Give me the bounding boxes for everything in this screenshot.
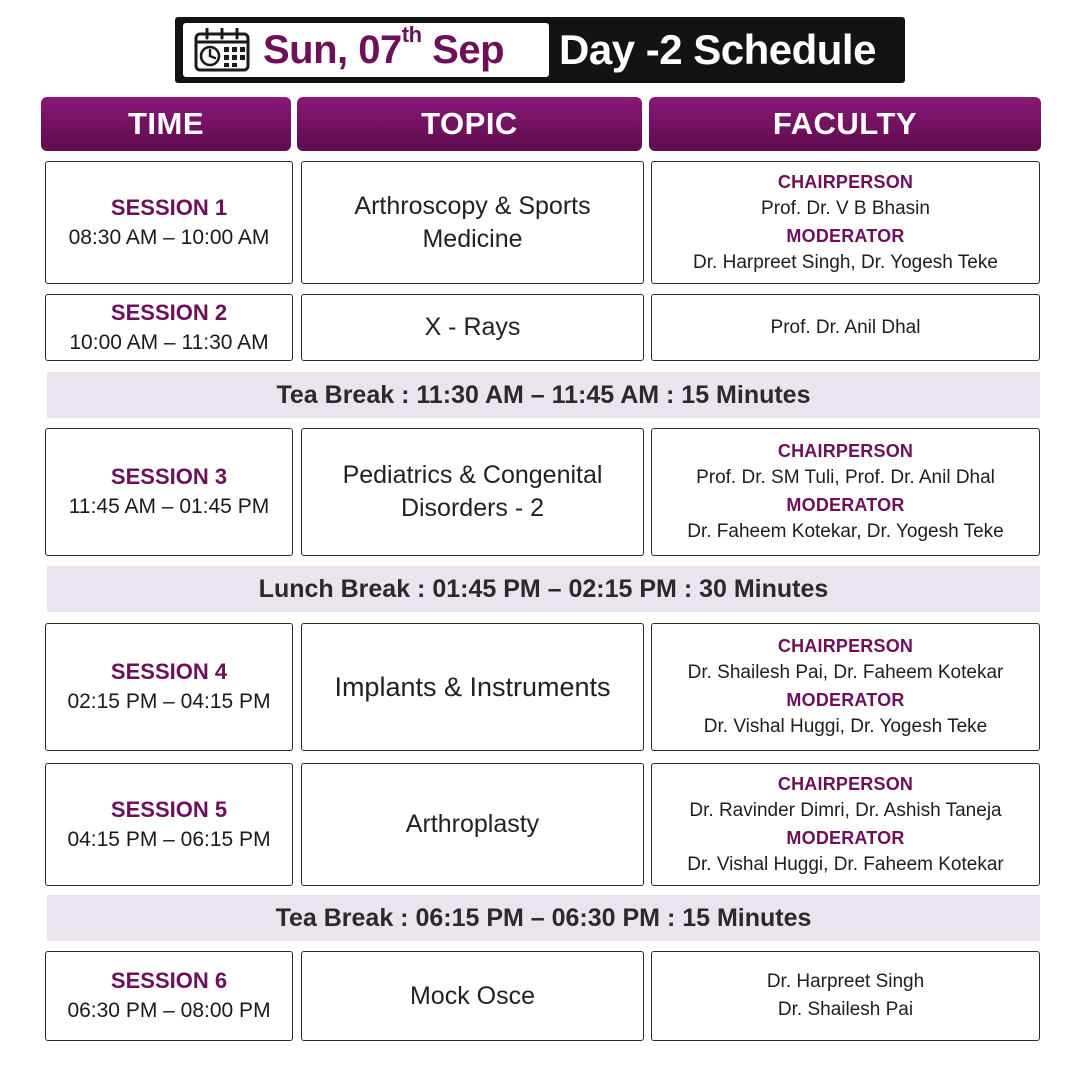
- session-2-time-cell: [45, 294, 293, 361]
- topic-line: Disorders - 2: [400, 494, 545, 522]
- tea-break-banner: Tea Break : 11:30 AM – 11:45 AM : 15 Minutes: [47, 372, 1040, 418]
- session-1-topic-cell: [301, 161, 644, 284]
- topic-line: Pediatrics & Congenital: [342, 461, 603, 489]
- session-time: 02:15 PM – 04:15 PM: [67, 690, 271, 713]
- session-time: 11:45 AM – 01:45 PM: [68, 495, 270, 518]
- faculty-names: Dr. Shailesh Pai: [777, 999, 914, 1020]
- tea-break-banner: Tea Break : 06:15 PM – 06:30 PM : 15 Minutes: [47, 895, 1040, 941]
- moderator-names: Dr. Faheem Kotekar, Dr. Yogesh Teke: [687, 521, 1004, 542]
- session-label: SESSION 1: [110, 194, 228, 220]
- lunch-break-banner: Lunch Break : 01:45 PM – 02:15 PM : 30 Minutes: [47, 566, 1040, 612]
- faculty-names: Prof. Dr. Anil Dhal: [770, 316, 921, 338]
- calendar-clock-icon: [193, 27, 251, 73]
- chairperson-names: Prof. Dr. SM Tuli, Prof. Dr. Anil Dhal: [696, 467, 995, 488]
- topic-line: Arthroplasty: [405, 810, 540, 838]
- session-6-time-cell: [45, 951, 293, 1041]
- session-2-topic-cell: [301, 294, 644, 361]
- session-time: 06:30 PM – 08:00 PM: [67, 999, 271, 1022]
- session-label: SESSION 6: [110, 968, 228, 993]
- session-5-faculty-cell: [651, 763, 1040, 886]
- chairperson-label: CHAIRPERSON: [777, 441, 914, 461]
- session-4-faculty-cell: [651, 623, 1040, 751]
- topic-line: Medicine: [422, 224, 523, 253]
- header-topic: TOPIC: [297, 97, 642, 151]
- chairperson-names: Dr. Shailesh Pai, Dr. Faheem Kotekar: [687, 662, 1004, 683]
- session-label: SESSION 5: [110, 796, 228, 822]
- session-label: SESSION 3: [110, 464, 228, 489]
- chairperson-label: CHAIRPERSON: [777, 773, 914, 794]
- chairperson-label: CHAIRPERSON: [777, 171, 914, 192]
- session-time: 10:00 AM – 11:30 AM: [69, 330, 269, 354]
- moderator-names: Dr. Vishal Huggi, Dr. Faheem Kotekar: [687, 853, 1004, 875]
- topic-line: X - Rays: [424, 313, 521, 341]
- moderator-label: MODERATOR: [786, 690, 905, 710]
- header-time: TIME: [41, 97, 291, 151]
- chairperson-label: CHAIRPERSON: [777, 636, 914, 656]
- session-time: 08:30 AM – 10:00 AM: [68, 225, 270, 249]
- session-1-faculty-cell: [651, 161, 1040, 284]
- moderator-label: MODERATOR: [786, 827, 905, 848]
- moderator-names: Dr. Harpreet Singh, Dr. Yogesh Teke: [693, 251, 998, 273]
- chairperson-names: Dr. Ravinder Dimri, Dr. Ashish Taneja: [689, 799, 1002, 821]
- moderator-names: Dr. Vishal Huggi, Dr. Yogesh Teke: [703, 716, 988, 737]
- chairperson-names: Prof. Dr. V B Bhasin: [761, 197, 930, 219]
- topic-line: Mock Osce: [409, 981, 536, 1010]
- session-3-topic-cell: [301, 428, 644, 556]
- session-3-faculty-cell: [651, 428, 1040, 556]
- topic-line: Arthroscopy & Sports: [354, 191, 591, 220]
- faculty-names: Dr. Harpreet Singh: [766, 971, 925, 992]
- schedule-date: Sun, 07th Sep: [263, 21, 505, 72]
- session-3-time-cell: [45, 428, 293, 556]
- session-4-time-cell: [45, 623, 293, 751]
- session-6-faculty-cell: [651, 951, 1040, 1041]
- moderator-label: MODERATOR: [786, 225, 905, 246]
- session-4-topic-cell: [301, 623, 644, 751]
- schedule-title: Day -2 Schedule: [559, 26, 876, 73]
- title-banner: [175, 17, 905, 83]
- session-time: 04:15 PM – 06:15 PM: [67, 827, 271, 851]
- session-5-time-cell: [45, 763, 293, 886]
- session-label: SESSION 4: [110, 659, 228, 684]
- topic-line: Implants & Instruments: [334, 671, 611, 702]
- session-1-time-cell: [45, 161, 293, 284]
- date-box: [183, 23, 549, 77]
- session-label: SESSION 2: [110, 299, 228, 325]
- session-2-faculty-cell: [651, 294, 1040, 361]
- header-faculty: FACULTY: [649, 97, 1041, 151]
- session-5-topic-cell: [301, 763, 644, 886]
- moderator-label: MODERATOR: [786, 495, 905, 515]
- session-6-topic-cell: [301, 951, 644, 1041]
